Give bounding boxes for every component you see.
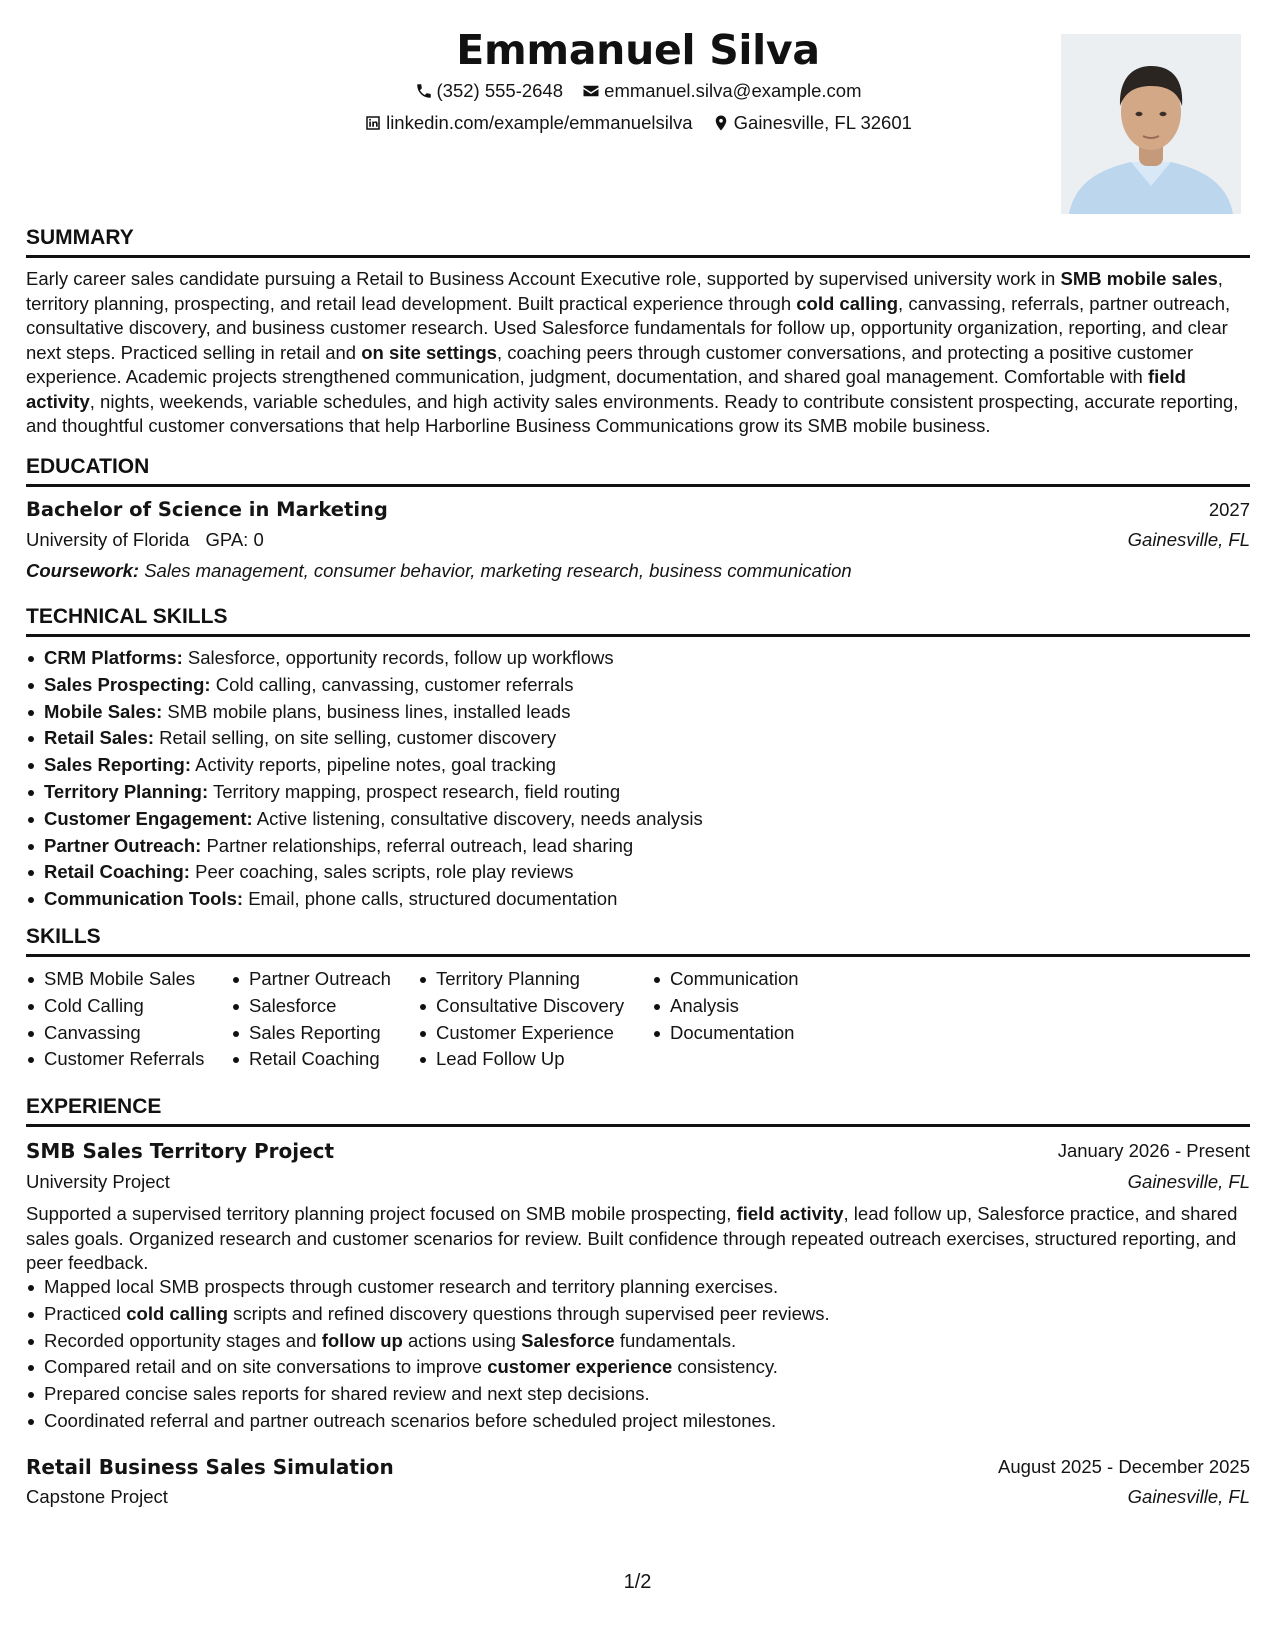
- envelope-icon: [582, 82, 600, 100]
- phone-icon: [415, 82, 433, 100]
- list-item: Consultative Discovery: [418, 993, 624, 1020]
- graduation-year: 2027: [1208, 499, 1250, 520]
- summary-text: , canvassing, referrals, partner outreach, consultative discovery, and business customer research. Used Salesforce fundamentals for follow up, opportunity organization, reporting, and clear next steps. Practiced selling in retail and: [26, 292, 1231, 363]
- bullet-text: fundamentals.: [614, 1329, 737, 1351]
- map-pin-icon: [712, 114, 730, 132]
- list-item: [26, 1274, 830, 1301]
- bullet-text: Compared retail and on site conversations to improve: [44, 1356, 488, 1378]
- bullet-keyword: Salesforce: [521, 1329, 615, 1351]
- skill-details: SMB mobile plans, business lines, installed leads: [167, 700, 571, 722]
- summary-keyword: field activity: [26, 366, 1186, 412]
- bullet-text: Recorded opportunity stages and: [44, 1329, 322, 1351]
- skill-category: Communication Tools:: [44, 888, 244, 910]
- linkedin-url[interactable]: linkedin.com/example/emmanuelsilva: [386, 112, 693, 133]
- description-text: , lead follow up, Salesforce practice, and shared sales goals. Organized research and customer scenarios for review. Built confidence through repeated outreach exercises, structured reporting, and peer feedback.: [26, 1203, 1238, 1273]
- summary-keyword: SMB mobile sales: [1060, 268, 1218, 289]
- summary-text: Early career sales candidate pursuing a Retail to Business Account Executive role, supported by supervised university work in: [26, 268, 1061, 289]
- coursework-row: [26, 556, 1250, 586]
- experience-org-row: [26, 1167, 1250, 1197]
- experience-bullets: [26, 1274, 830, 1435]
- education-school-row: [26, 525, 1250, 555]
- list-item: [26, 806, 703, 833]
- summary-text: , coaching peers through customer conversations, and protecting a positive customer experience. Academic projects strengthened communication, judgment, documentation, and shared goal management. Comfortable with: [26, 341, 1194, 387]
- experience-org: University Project: [26, 1171, 170, 1192]
- list-item: [26, 1301, 830, 1328]
- list-item: [26, 1408, 830, 1435]
- experience-location: Gainesville, FL: [1127, 1486, 1250, 1507]
- list-item: Canvassing: [26, 1020, 204, 1047]
- resume-header: [26, 18, 1250, 218]
- skill-details: Territory mapping, prospect research, field routing: [212, 780, 621, 802]
- list-item: Documentation: [652, 1020, 799, 1047]
- list-item: Retail Coaching: [231, 1046, 391, 1073]
- skills-column: [652, 966, 799, 1046]
- skills-column: [26, 966, 204, 1073]
- school-location: Gainesville, FL: [1127, 529, 1250, 550]
- list-item: Analysis: [652, 993, 799, 1020]
- list-item: [26, 886, 703, 913]
- experience-location: Gainesville, FL: [1127, 1171, 1250, 1192]
- technical-skills-list: [26, 645, 703, 913]
- experience-entry-header: [26, 1136, 1250, 1166]
- list-item: Lead Follow Up: [418, 1046, 624, 1073]
- experience-org-row: [26, 1482, 1250, 1512]
- list-item: [26, 859, 703, 886]
- list-item: [26, 752, 703, 779]
- list-item: [26, 1328, 830, 1355]
- resume-page: [26, 0, 1250, 1650]
- experience-entry-header: [26, 1452, 1250, 1482]
- education-heading: EDUCATION: [26, 453, 1250, 487]
- skills-heading: SKILLS: [26, 923, 1250, 957]
- candidate-name: Emmanuel Silva: [456, 26, 820, 74]
- list-item: Communication: [652, 966, 799, 993]
- experience-title: SMB Sales Territory Project: [26, 1139, 335, 1163]
- summary-text: , nights, weekends, variable schedules, and high activity sales environments. Ready to contribute consistent prospecting, accurate reporting, and thoughtful customer conversations that help Harborline Business Communications grow its SMB mobile business.: [26, 390, 1239, 436]
- skills-column: [418, 966, 624, 1073]
- bullet-keyword: cold calling: [126, 1302, 229, 1324]
- phone-contact: [415, 79, 564, 103]
- list-item: [26, 779, 703, 806]
- list-item: Customer Experience: [418, 1020, 624, 1047]
- experience-org: Capstone Project: [26, 1486, 168, 1507]
- summary-heading: SUMMARY: [26, 224, 1250, 258]
- coursework-list: Sales management, consumer behavior, marketing research, business communication: [144, 560, 852, 581]
- location-contact: [712, 111, 912, 135]
- experience-dates: January 2026 - Present: [1057, 1140, 1250, 1161]
- degree-title: Bachelor of Science in Marketing: [26, 498, 388, 521]
- coursework-label: Coursework:: [26, 560, 140, 581]
- list-item: Partner Outreach: [231, 966, 391, 993]
- list-item: Territory Planning: [418, 966, 624, 993]
- experience-dates: August 2025 - December 2025: [998, 1456, 1250, 1477]
- skill-details: Active listening, consultative discovery, needs analysis: [256, 807, 703, 829]
- bullet-text: Mapped local SMB prospects through customer research and territory planning exercises.: [44, 1276, 779, 1297]
- bullet-keyword: customer experience: [487, 1356, 673, 1378]
- skill-details: Activity reports, pipeline notes, goal tracking: [195, 754, 557, 776]
- list-item: Customer Referrals: [26, 1046, 204, 1073]
- skill-category: Territory Planning:: [44, 780, 209, 802]
- skills-column: [231, 966, 391, 1073]
- page-number: 1/2: [623, 1571, 652, 1593]
- skill-category: Sales Reporting:: [44, 754, 191, 776]
- skill-details: Salesforce, opportunity records, follow up workflows: [187, 647, 614, 668]
- skill-details: Peer coaching, sales scripts, role play reviews: [195, 861, 574, 883]
- bullet-text: actions using: [402, 1329, 522, 1351]
- linkedin-contact[interactable]: [364, 111, 692, 135]
- list-item: [26, 672, 703, 699]
- skill-category: Partner Outreach:: [44, 834, 202, 856]
- bullet-text: scripts and refined discovery questions through supervised peer reviews.: [228, 1302, 830, 1324]
- list-item: [26, 1381, 830, 1408]
- list-item: SMB Mobile Sales: [26, 966, 204, 993]
- skill-category: Customer Engagement:: [44, 807, 253, 829]
- bullet-keyword: follow up: [321, 1329, 403, 1351]
- skill-category: CRM Platforms:: [44, 647, 183, 668]
- experience-description: [26, 1202, 1250, 1276]
- skill-details: Partner relationships, referral outreach, lead sharing: [206, 834, 634, 856]
- bullet-text: consistency.: [672, 1356, 778, 1378]
- summary-text: , territory planning, prospecting, and retail lead development. Built practical experience through: [26, 268, 1223, 314]
- summary-keyword: on site settings: [361, 341, 497, 363]
- school-name: University of Florida: [26, 529, 190, 550]
- bullet-text: Prepared concise sales reports for shared review and next step decisions.: [44, 1383, 650, 1405]
- experience-heading: EXPERIENCE: [26, 1093, 1250, 1127]
- skill-details: Email, phone calls, structured documentation: [248, 888, 618, 910]
- email-contact[interactable]: [582, 79, 861, 103]
- list-item: Cold Calling: [26, 993, 204, 1020]
- list-item: [26, 725, 703, 752]
- list-item: Salesforce: [231, 993, 391, 1020]
- list-item: [26, 1354, 830, 1381]
- description-text: Supported a supervised territory planning project focused on SMB mobile prospecting,: [26, 1203, 737, 1224]
- description-keyword: field activity: [736, 1203, 844, 1224]
- list-item: [26, 699, 703, 726]
- profile-photo: [1061, 34, 1241, 214]
- skill-category: Retail Coaching:: [44, 861, 190, 883]
- skill-category: Retail Sales:: [44, 727, 155, 749]
- experience-title: Retail Business Sales Simulation: [26, 1455, 394, 1479]
- email-address[interactable]: emmanuel.silva@example.com: [604, 80, 862, 101]
- skill-category: Sales Prospecting:: [44, 673, 211, 695]
- bullet-text: Practiced: [44, 1302, 127, 1324]
- skill-details: Retail selling, on site selling, customer discovery: [159, 727, 557, 749]
- bullet-text: Coordinated referral and partner outreach scenarios before scheduled project milestones.: [44, 1409, 777, 1431]
- list-item: [26, 645, 703, 672]
- skill-category: Mobile Sales:: [44, 700, 163, 722]
- summary-keyword: cold calling: [796, 292, 899, 314]
- location-text: Gainesville, FL 32601: [733, 112, 912, 133]
- gpa: GPA: 0: [205, 529, 264, 550]
- summary-paragraph: [26, 267, 1250, 439]
- phone-number: (352) 555-2648: [436, 80, 564, 101]
- linkedin-icon: [364, 114, 382, 132]
- skill-details: Cold calling, canvassing, customer referrals: [215, 673, 574, 695]
- education-entry-header: [26, 495, 1250, 525]
- technical-skills-heading: TECHNICAL SKILLS: [26, 603, 1250, 637]
- list-item: [26, 833, 703, 860]
- list-item: Sales Reporting: [231, 1020, 391, 1047]
